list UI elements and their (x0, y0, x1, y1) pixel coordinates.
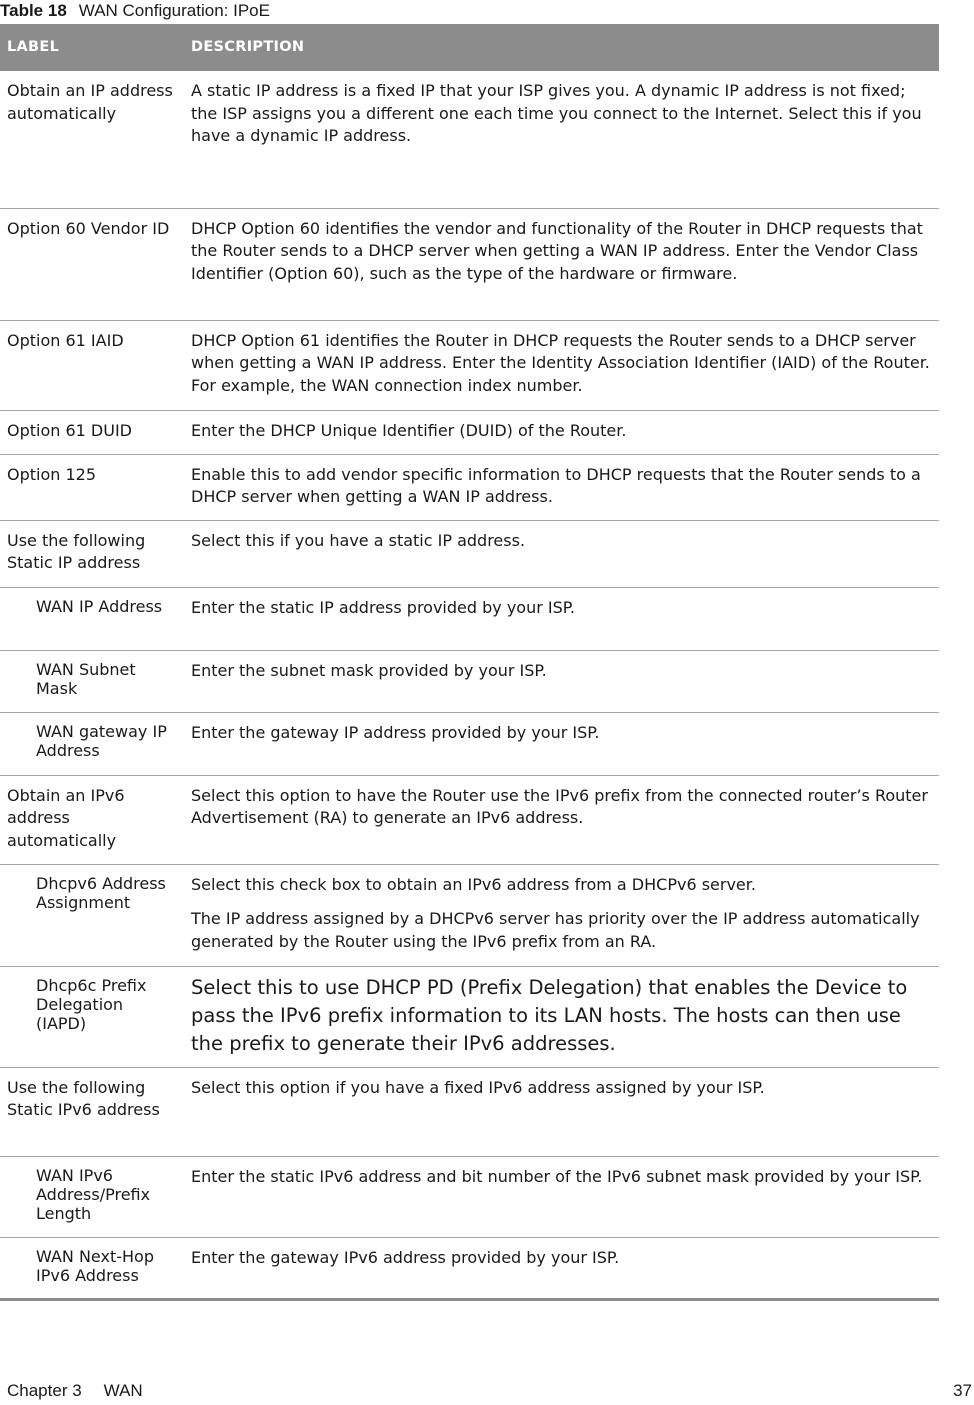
description-text: A static IP address is a fixed IP that your ISP gives you. A dynamic IP address is not fixed; the ISP assigns you a different one each time you connect to the Internet. Select this if you have a dynamic IP address. (191, 81, 922, 145)
row-description (184, 71, 939, 208)
description-text: Enter the static IP address provided by your ISP. (191, 597, 576, 617)
row-label: Dhcp6c Prefix Delegation (IAPD) (0, 966, 184, 1067)
row-description (184, 410, 939, 454)
description-text: DHCP Option 61 identifies the Router in DHCP requests the Router sends to a DHCP server when getting a WAN IP address. Enter the Identity Association Identifier (IAID) of the Router. For example, the WAN connection index number. (191, 330, 930, 395)
description-text: Enter the subnet mask provided by your ISP. (191, 660, 547, 680)
row-label: Option 125 (0, 454, 184, 520)
row-label: WAN IPv6 Address/Prefix Length (0, 1156, 184, 1237)
description-text: Select this to use DHCP PD (Prefix Delegation) that enables the Device to pass the IPv6 prefix information to its LAN hosts. The hosts can then use the prefix to generate their IPv6 addresses. (191, 975, 908, 1055)
description-text: Select this option to have the Router use the IPv6 prefix from the connected router’s Router Advertisement (RA) to generate an IPv6 address. (191, 785, 928, 827)
row-label: Use the following Static IPv6 address (0, 1067, 184, 1156)
table-title: WAN Configuration: IPoE (78, 1, 270, 20)
description-text: Enter the gateway IPv6 address provided by your ISP. (191, 1247, 620, 1267)
row-description (184, 520, 939, 587)
table-row (0, 864, 939, 966)
description-text: Enable this to add vendor specific information to DHCP requests that the Router sends to a DHCP server when getting a WAN IP address. (191, 464, 921, 506)
row-label: Dhcpv6 Address Assignment (0, 864, 184, 966)
table-row (0, 1067, 939, 1156)
row-label: WAN Subnet Mask (0, 650, 184, 712)
row-label: WAN gateway IP Address (0, 712, 184, 775)
table-number: Table 18 (0, 1, 67, 20)
table-row (0, 966, 939, 1067)
table-caption (0, 0, 270, 22)
row-description (184, 650, 939, 712)
description-text: Enter the static IPv6 address and bit number of the IPv6 subnet mask provided by your ISP. (191, 1166, 923, 1186)
table-row (0, 410, 939, 454)
row-description (184, 587, 939, 650)
description-text: Select this check box to obtain an IPv6 address from a DHCPv6 server. (191, 874, 756, 894)
description-text: Select this if you have a static IP address. (191, 530, 526, 550)
row-label: Option 61 DUID (0, 410, 184, 454)
row-label: Obtain an IPv6 address automatically (0, 775, 184, 864)
row-description (184, 966, 939, 1067)
row-label: WAN IP Address (0, 587, 184, 650)
table-row (0, 775, 939, 864)
description-text: Enter the DHCP Unique Identifier (DUID) of the Router. (191, 420, 627, 440)
table-row (0, 71, 939, 208)
table-row (0, 1156, 939, 1237)
table-row (0, 320, 939, 410)
row-label: Option 61 IAID (0, 320, 184, 410)
row-label: WAN Next-Hop IPv6 Address (0, 1237, 184, 1299)
description-text: The IP address assigned by a DHCPv6 server has priority over the IP address automatically generated by the Router using the IPv6 prefix from an RA. (191, 909, 920, 951)
page-footer-chapter (7, 1380, 143, 1402)
table-row (0, 208, 939, 320)
row-description (184, 1067, 939, 1156)
table-row (0, 454, 939, 520)
table-row (0, 650, 939, 712)
table-row (0, 712, 939, 775)
row-description (184, 1156, 939, 1237)
page-number: 37 (953, 1381, 972, 1400)
row-description (184, 864, 939, 966)
table-header-row (0, 24, 939, 71)
row-description (184, 320, 939, 410)
row-description (184, 208, 939, 320)
section-label: WAN (103, 1381, 143, 1400)
row-description (184, 454, 939, 520)
wan-config-table (0, 24, 939, 1301)
description-text: Enter the gateway IP address provided by your ISP. (191, 722, 600, 742)
row-label: Option 60 Vendor ID (0, 208, 184, 320)
row-description (184, 712, 939, 775)
chapter-label: Chapter 3 (7, 1381, 82, 1400)
description-column-header: DESCRIPTION (184, 24, 939, 71)
label-column-header: LABEL (0, 24, 184, 71)
table-row (0, 1237, 939, 1299)
description-text: Select this option if you have a fixed IPv6 address assigned by your ISP. (191, 1077, 765, 1097)
row-label: Obtain an IP address automatically (0, 71, 184, 208)
row-description (184, 775, 939, 864)
description-text: DHCP Option 60 identifies the vendor and functionality of the Router in DHCP requests that the Router sends to a DHCP server when getting a WAN IP address. Enter the Vendor Class Identifier (Option 60), such as the type of the hardware or firmware. (191, 218, 923, 283)
row-description (184, 1237, 939, 1299)
table-row (0, 587, 939, 650)
table-row (0, 520, 939, 587)
row-label: Use the following Static IP address (0, 520, 184, 587)
